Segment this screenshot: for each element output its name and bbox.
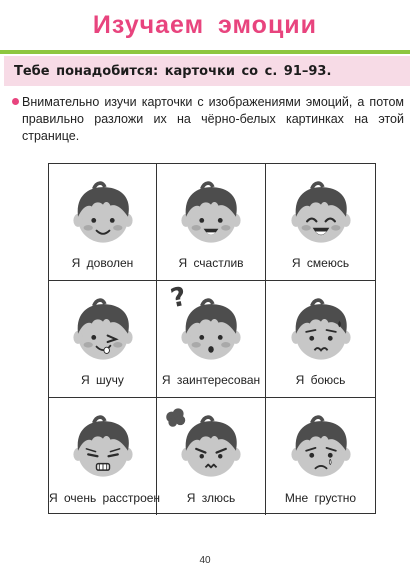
emotion-label: Мне грустно [284, 491, 357, 505]
emotion-card[interactable] [157, 398, 266, 515]
emotion-card[interactable] [49, 164, 157, 281]
emotion-card[interactable] [49, 281, 157, 398]
materials-text: Тебе понадобится: карточки со с. 91–93. [14, 63, 332, 79]
page-number: 40 [199, 555, 211, 566]
sad-face-icon [284, 410, 358, 484]
emotion-label: Я смеюсь [291, 256, 350, 270]
steam-puff-icon [163, 406, 189, 428]
emotion-card[interactable] [49, 398, 161, 515]
crying-face-icon [66, 410, 140, 484]
emotion-card[interactable] [266, 398, 375, 515]
page-title: Изучаем эмоции [92, 10, 318, 39]
emotion-label: Я счастлив [178, 256, 244, 270]
materials-box [4, 56, 410, 86]
bullet-icon [12, 98, 19, 105]
question-mark-icon: ? [168, 281, 190, 315]
instruction [12, 94, 404, 145]
header [0, 0, 410, 50]
scared-face-icon [284, 293, 358, 367]
laughing-face-icon [284, 176, 358, 250]
emotion-label: Я боюсь [295, 373, 346, 387]
happy-face-icon [174, 176, 248, 250]
emotion-label: Я заинтересован [161, 373, 261, 387]
emotion-label: Я злюсь [186, 491, 236, 505]
emotion-card[interactable] [157, 281, 266, 398]
emotion-card[interactable] [157, 164, 266, 281]
emotion-label: Я шучу [81, 373, 124, 387]
emotion-label: Я доволен [71, 256, 134, 270]
emotion-grid [48, 163, 376, 514]
instruction-text: Внимательно изучи карточки с изображениями эмоций, а потом правильно разложи их на чёрно-белых картинках на этой странице. [22, 95, 404, 143]
emotion-label: Я очень расстроен [49, 491, 161, 505]
emotion-card[interactable] [266, 164, 375, 281]
content-face-icon [66, 176, 140, 250]
emotion-card[interactable] [266, 281, 375, 398]
winking-face-icon [66, 293, 140, 367]
header-divider [0, 50, 410, 54]
